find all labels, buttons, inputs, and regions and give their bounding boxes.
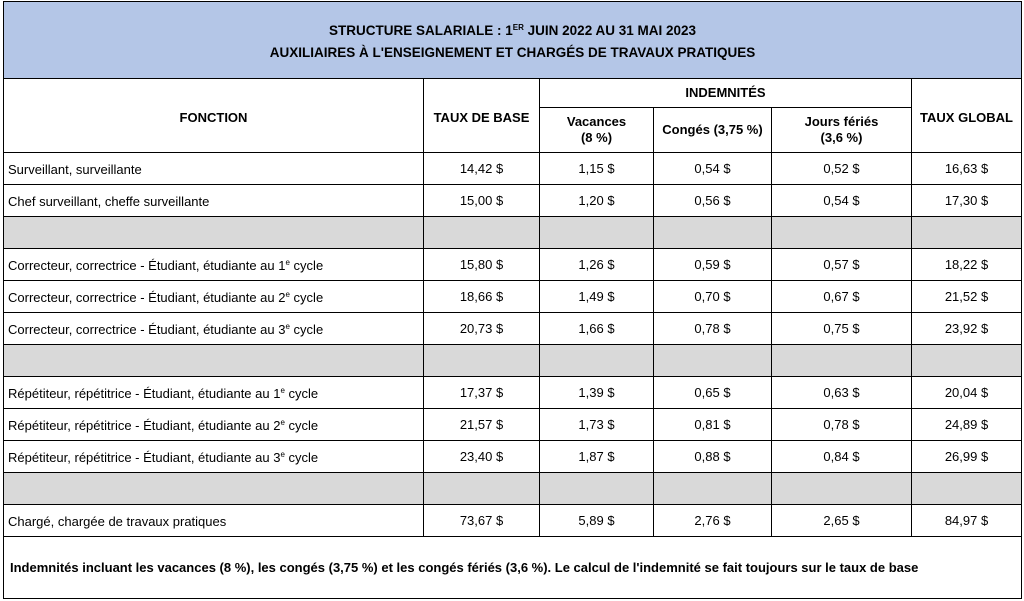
cell-taux-global: 21,52 $ (912, 281, 1022, 313)
cell-conges: 0,56 $ (654, 185, 772, 217)
cell-taux-base: 15,00 $ (424, 185, 540, 217)
header-conges: Congés (3,75 %) (654, 108, 772, 153)
cell-taux-base: 15,80 $ (424, 249, 540, 281)
cell-taux-global: 17,30 $ (912, 185, 1022, 217)
footnote: Indemnités incluant les vacances (8 %), les congés (3,75 %) et les congés fériés (3,6 %). Le calcul de l'indemnité se fait toujours sur le taux de base (4, 537, 1022, 599)
cell-vacances: 1,73 $ (540, 409, 654, 441)
table-title (4, 2, 1022, 79)
cell-conges: 0,59 $ (654, 249, 772, 281)
cell-jours-feries: 0,54 $ (772, 185, 912, 217)
cell-vacances: 5,89 $ (540, 505, 654, 537)
cell-taux-base: 17,37 $ (424, 377, 540, 409)
cell-taux-base: 18,66 $ (424, 281, 540, 313)
title-line-2: AUXILIAIRES À L'ENSEIGNEMENT ET CHARGÉS DE TRAVAUX PRATIQUES (269, 44, 756, 60)
cell-taux-base: 73,67 $ (424, 505, 540, 537)
cell-taux-base: 21,57 $ (424, 409, 540, 441)
table-row (4, 153, 1022, 185)
table-row (4, 313, 1022, 345)
table-row (4, 185, 1022, 217)
cell-jours-feries: 0,57 $ (772, 249, 912, 281)
cell-conges: 0,78 $ (654, 313, 772, 345)
table-row (4, 249, 1022, 281)
cell-fonction: Surveillant, surveillante (4, 153, 424, 185)
cell-conges: 2,76 $ (654, 505, 772, 537)
cell-taux-global: 18,22 $ (912, 249, 1022, 281)
cell-vacances: 1,49 $ (540, 281, 654, 313)
cell-jours-feries: 0,78 $ (772, 409, 912, 441)
cell-jours-feries: 0,67 $ (772, 281, 912, 313)
cell-fonction: Correcteur, correctrice - Étudiant, étudiante au 2e cycle (4, 281, 424, 313)
cell-taux-global: 84,97 $ (912, 505, 1022, 537)
header-vacances: Vacances (8 %) (540, 108, 654, 153)
cell-vacances: 1,15 $ (540, 153, 654, 185)
cell-vacances: 1,20 $ (540, 185, 654, 217)
cell-taux-global: 24,89 $ (912, 409, 1022, 441)
table-row (4, 441, 1022, 473)
cell-fonction: Correcteur, correctrice - Étudiant, étudiante au 3e cycle (4, 313, 424, 345)
cell-fonction: Répétiteur, répétitrice - Étudiant, étudiante au 3e cycle (4, 441, 424, 473)
cell-vacances: 1,87 $ (540, 441, 654, 473)
cell-vacances: 1,66 $ (540, 313, 654, 345)
cell-vacances: 1,26 $ (540, 249, 654, 281)
cell-jours-feries: 0,84 $ (772, 441, 912, 473)
cell-taux-base: 20,73 $ (424, 313, 540, 345)
cell-jours-feries: 0,75 $ (772, 313, 912, 345)
header-taux-de-base: TAUX DE BASE (424, 79, 540, 153)
table-row (4, 505, 1022, 537)
table-row (4, 281, 1022, 313)
cell-fonction: Correcteur, correctrice - Étudiant, étudiante au 1e cycle (4, 249, 424, 281)
cell-conges: 0,54 $ (654, 153, 772, 185)
cell-taux-global: 20,04 $ (912, 377, 1022, 409)
cell-conges: 0,65 $ (654, 377, 772, 409)
header-jours-feries: Jours fériés (3,6 %) (772, 108, 912, 153)
cell-taux-global: 26,99 $ (912, 441, 1022, 473)
cell-taux-global: 23,92 $ (912, 313, 1022, 345)
salary-table (3, 1, 1022, 599)
cell-conges: 0,70 $ (654, 281, 772, 313)
table-row (4, 409, 1022, 441)
table-row (4, 377, 1022, 409)
cell-conges: 0,88 $ (654, 441, 772, 473)
cell-taux-base: 23,40 $ (424, 441, 540, 473)
separator-row (4, 345, 1022, 377)
cell-fonction: Chargé, chargée de travaux pratiques (4, 505, 424, 537)
cell-jours-feries: 0,52 $ (772, 153, 912, 185)
title-line-1: STRUCTURE SALARIALE : 1ER JUIN 2022 AU 31 MAI 2023 (329, 22, 696, 38)
cell-taux-global: 16,63 $ (912, 153, 1022, 185)
cell-fonction: Chef surveillant, cheffe surveillante (4, 185, 424, 217)
cell-jours-feries: 0,63 $ (772, 377, 912, 409)
cell-vacances: 1,39 $ (540, 377, 654, 409)
cell-conges: 0,81 $ (654, 409, 772, 441)
salary-structure-document (3, 1, 1021, 599)
header-fonction: FONCTION (4, 79, 424, 153)
cell-fonction: Répétiteur, répétitrice - Étudiant, étudiante au 1e cycle (4, 377, 424, 409)
cell-taux-base: 14,42 $ (424, 153, 540, 185)
separator-row (4, 473, 1022, 505)
separator-row (4, 217, 1022, 249)
cell-fonction: Répétiteur, répétitrice - Étudiant, étudiante au 2e cycle (4, 409, 424, 441)
header-indemnites: INDEMNITÉS (540, 79, 912, 108)
header-taux-global: TAUX GLOBAL (912, 79, 1022, 153)
cell-jours-feries: 2,65 $ (772, 505, 912, 537)
